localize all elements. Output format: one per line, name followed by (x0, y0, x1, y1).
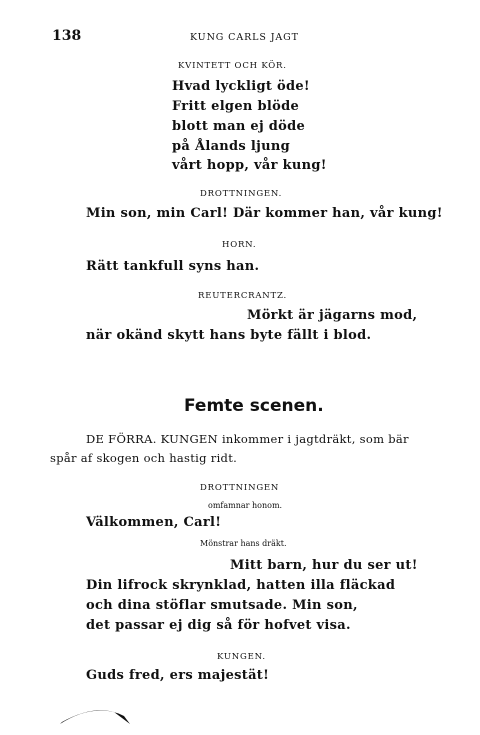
verse-line: Guds fred, ers majestät! (86, 668, 270, 683)
verse-line: Min son, min Carl! Där kommer han, vår kung! (86, 206, 443, 221)
verse-line: Din lifrock skrynklad, hatten illa fläckad (86, 578, 396, 593)
verse-line: Fritt elgen blöde (172, 99, 300, 114)
verse-line: vårt hopp, vår kung! (172, 158, 327, 173)
ornament-flourish (58, 704, 138, 732)
speaker-kungen: KUNGEN. (217, 652, 266, 662)
verse-line: när okänd skytt hans byte fällt i blod. (86, 328, 372, 343)
verse-line: Mitt barn, hur du ser ut! (230, 558, 418, 573)
verse-line: Rätt tankfull syns han. (86, 259, 260, 274)
stage-direction: omfamnar honom. (208, 501, 283, 510)
stage-direction: Mönstrar hans dräkt. (200, 539, 287, 548)
speaker-drottningen: DROTTNINGEN (200, 483, 280, 493)
speaker-horn: HORN. (222, 240, 257, 250)
verse-line: blott man ej döde (172, 119, 306, 134)
running-header: KUNG CARLS JAGT (190, 32, 299, 43)
verse-line: Hvad lyckligt öde! (172, 79, 310, 94)
verse-line: på Ålands ljung (172, 139, 291, 154)
stage-direction: spår af skogen och hastig ridt. (50, 451, 238, 465)
speaker-drottningen: DROTTNINGEN. (200, 189, 283, 199)
verse-line: det passar ej dig så för hofvet visa. (86, 618, 351, 633)
verse-line: Välkommen, Carl! (86, 515, 222, 530)
speaker-reutercrantz: REUTERCRANTZ. (198, 291, 288, 301)
speaker-kvintett: KVINTETT OCH KÖR. (178, 61, 287, 71)
verse-line: Mörkt är jägarns mod, (247, 308, 418, 323)
scene-title: Femte scenen. (184, 396, 324, 416)
verse-line: och dina stöflar smutsade. Min son, (86, 598, 358, 613)
stage-direction: DE FÖRRA. KUNGEN inkommer i jagtdräkt, som bär (86, 432, 409, 446)
page-number: 138 (52, 28, 82, 44)
